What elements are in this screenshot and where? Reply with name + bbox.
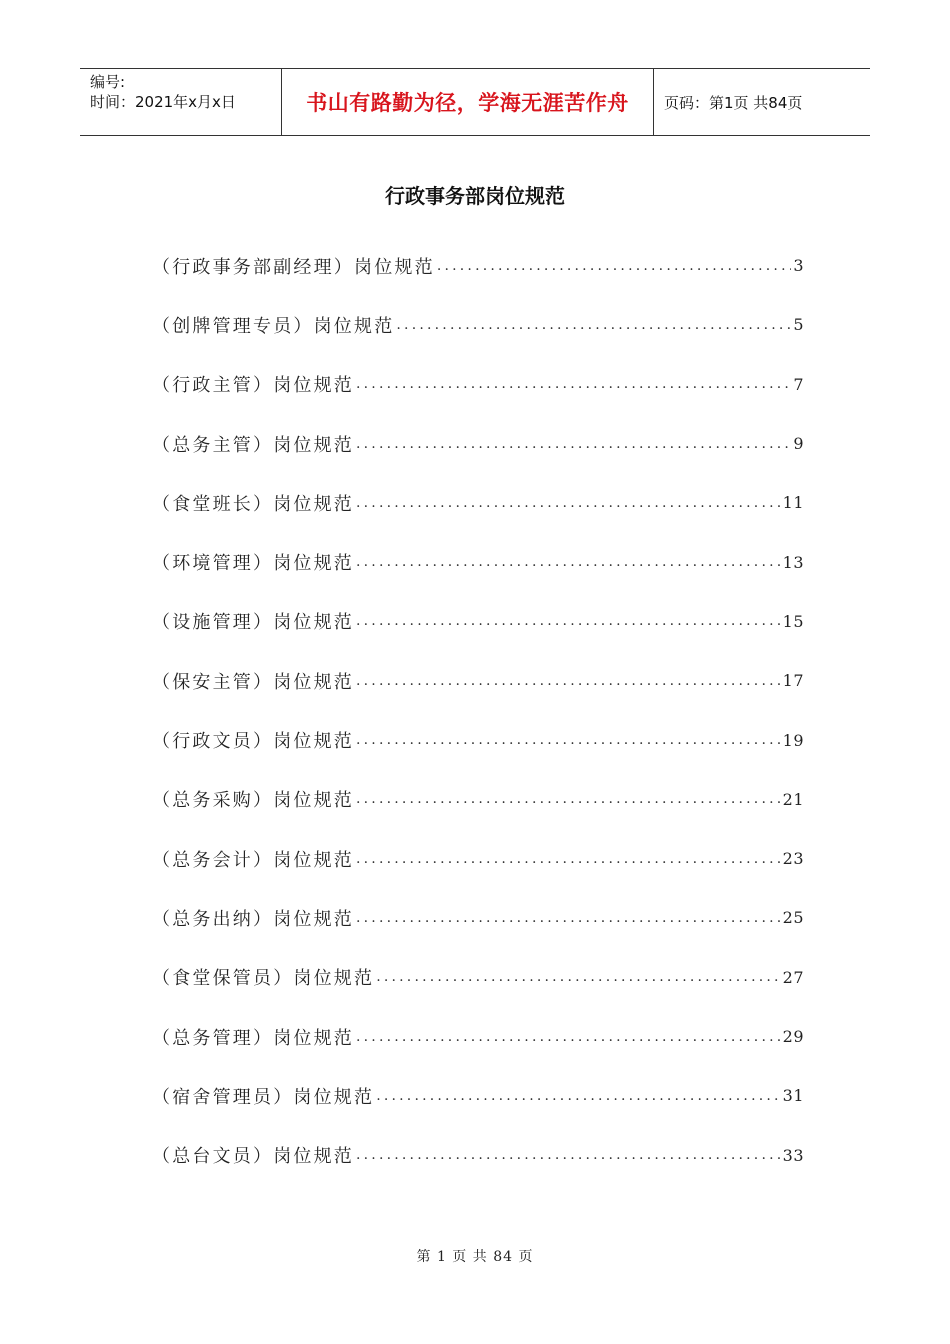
toc-leader-dots xyxy=(356,495,781,511)
toc-leader-dots xyxy=(356,1147,781,1163)
table-of-contents xyxy=(152,236,804,1185)
toc-entry-label: （总务主管）岗位规范 xyxy=(152,434,354,456)
toc-entry-page: 17 xyxy=(782,671,804,691)
toc-entry-page: 3 xyxy=(793,256,804,276)
toc-entry-label: （设施管理）岗位规范 xyxy=(152,612,354,634)
code-label: 编号: xyxy=(90,73,126,91)
toc-entry-label: （行政文员）岗位规范 xyxy=(152,731,354,753)
toc-entry-page: 25 xyxy=(782,908,804,928)
toc-entry[interactable] xyxy=(152,355,804,414)
toc-entry-label: （总务管理）岗位规范 xyxy=(152,1027,354,1049)
toc-entry[interactable] xyxy=(152,1125,804,1184)
toc-entry-page: 13 xyxy=(782,552,804,572)
toc-leader-dots xyxy=(356,910,781,926)
toc-entry-label: （环境管理）岗位规范 xyxy=(152,553,354,575)
toc-entry-page: 7 xyxy=(793,374,804,394)
toc-leader-dots xyxy=(376,1088,780,1104)
toc-entry[interactable] xyxy=(152,710,804,769)
toc-entry-label: （总务会计）岗位规范 xyxy=(152,849,354,871)
page-footer: 第 1 页 共 84 页 xyxy=(416,1249,534,1265)
toc-entry-page: 29 xyxy=(782,1027,804,1046)
document-header xyxy=(80,68,870,136)
toc-entry[interactable] xyxy=(152,592,804,651)
document-title: 行政事务部岗位规范 xyxy=(385,184,565,208)
toc-entry-label: （保安主管）岗位规范 xyxy=(152,671,354,693)
toc-leader-dots xyxy=(437,258,792,274)
header-page-info: 页码：第1页 共84页 xyxy=(664,93,803,112)
time-label: 时间：2021年x月x日 xyxy=(90,93,236,111)
toc-leader-dots xyxy=(356,791,781,807)
toc-entry-label: （总务采购）岗位规范 xyxy=(152,790,354,812)
toc-entry[interactable] xyxy=(152,1066,804,1125)
toc-entry-page: 21 xyxy=(782,789,804,809)
toc-entry-page: 15 xyxy=(782,611,804,631)
toc-entry[interactable] xyxy=(152,888,804,947)
toc-leader-dots xyxy=(356,554,781,570)
toc-entry[interactable] xyxy=(152,948,804,1007)
toc-entry-page: 19 xyxy=(782,730,804,750)
header-meta xyxy=(80,69,282,135)
toc-leader-dots xyxy=(356,436,791,452)
toc-entry-page: 27 xyxy=(782,967,804,987)
toc-entry-label: （行政事务部副经理）岗位规范 xyxy=(152,256,435,278)
toc-entry[interactable] xyxy=(152,770,804,829)
toc-entry[interactable] xyxy=(152,236,804,295)
toc-leader-dots xyxy=(356,613,781,629)
toc-entry-page: 23 xyxy=(782,849,804,869)
toc-entry-label: （食堂班长）岗位规范 xyxy=(152,493,354,515)
toc-entry[interactable] xyxy=(152,829,804,888)
toc-entry-label: （总台文员）岗位规范 xyxy=(152,1146,354,1168)
toc-entry[interactable] xyxy=(152,532,804,591)
toc-entry-label: （行政主管）岗位规范 xyxy=(152,375,354,397)
toc-entry-label: （创牌管理专员）岗位规范 xyxy=(152,315,395,337)
toc-entry[interactable] xyxy=(152,1007,804,1066)
toc-entry[interactable] xyxy=(152,473,804,532)
toc-entry-page: 33 xyxy=(782,1145,804,1165)
header-motto: 书山有路勤为径，学海无涯苦作舟 xyxy=(282,69,654,135)
toc-entry-label: （总务出纳）岗位规范 xyxy=(152,908,354,930)
toc-leader-dots xyxy=(396,317,791,333)
toc-entry-label: （食堂保管员）岗位规范 xyxy=(152,968,375,990)
toc-leader-dots xyxy=(376,969,780,985)
toc-leader-dots xyxy=(356,673,781,689)
toc-entry-page: 5 xyxy=(793,315,804,335)
toc-leader-dots xyxy=(356,376,791,392)
toc-entry-page: 9 xyxy=(793,434,804,454)
toc-leader-dots xyxy=(356,851,781,867)
toc-entry-page: 11 xyxy=(782,493,804,513)
toc-entry-page: 31 xyxy=(782,1086,804,1106)
toc-entry[interactable] xyxy=(152,295,804,354)
toc-leader-dots xyxy=(356,1029,781,1045)
toc-entry[interactable] xyxy=(152,414,804,473)
toc-entry[interactable] xyxy=(152,651,804,710)
toc-leader-dots xyxy=(356,732,781,748)
toc-entry-label: （宿舍管理员）岗位规范 xyxy=(152,1086,375,1108)
